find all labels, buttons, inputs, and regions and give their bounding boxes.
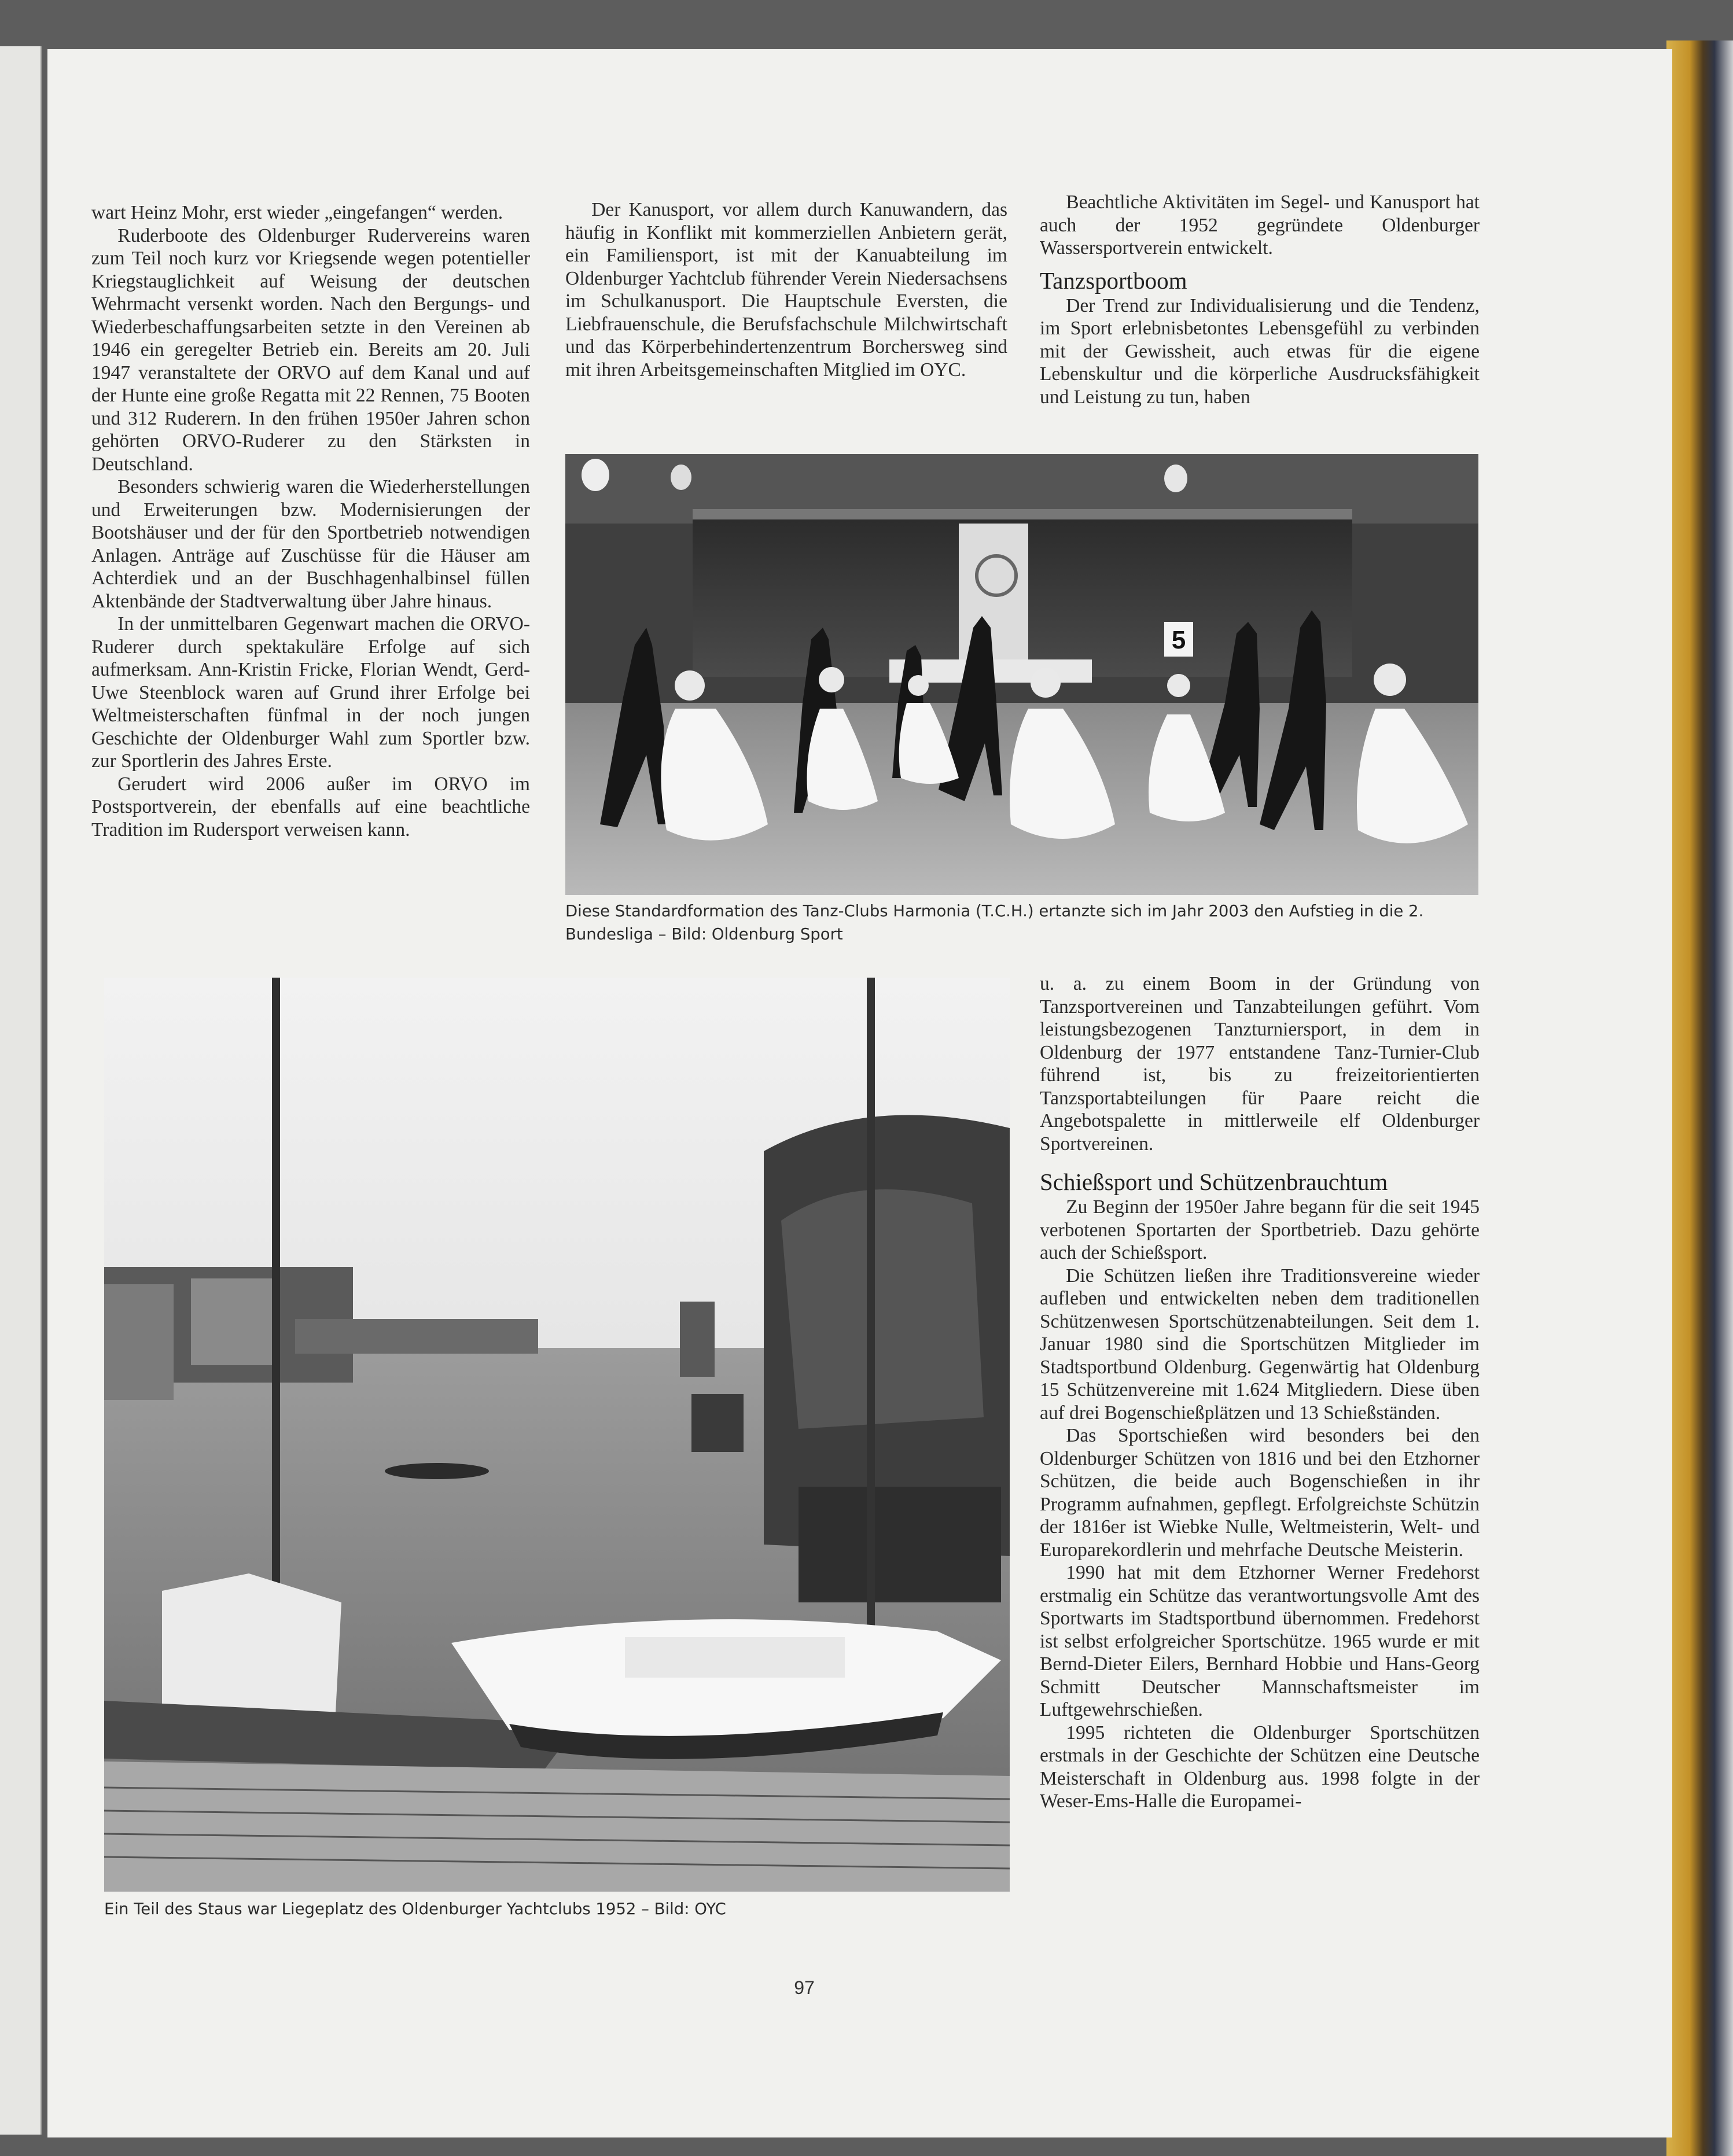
paragraph: In der unmittelbaren Gegenwart machen die ORVO-Ruderer durch spektakuläre Erfolge auf sich aufmerksam. Ann-Kristin Fricke, Florian Wendt, Gerd-Uwe Steenblock waren auf Grund ihrer Erfolge bei Weltmeisterschaften fünfmal in der noch jungen Geschichte der Oldenburger Wahl zum Sportler bzw. zur Sportlerin des Jahres Erste. bbox=[91, 613, 530, 772]
text-column-left bbox=[91, 201, 530, 841]
paragraph: wart Heinz Mohr, erst wieder „eingefangen“ werden. bbox=[91, 202, 503, 223]
photo-dance-formation bbox=[565, 454, 1478, 895]
text-column-middle bbox=[565, 198, 1007, 381]
section-heading-schiesssport: Schießsport und Schützenbrauchtum bbox=[1040, 1169, 1388, 1195]
caption-harbor-photo: Ein Teil des Staus war Liegeplatz des Oldenburger Yachtclubs 1952 – Bild: OYC bbox=[104, 1900, 726, 1918]
paragraph: Zu Beginn der 1950er Jahre begann für die seit 1945 verbotenen Sportarten der Sportbetrieb. Dazu gehörte auch der Schießsport. bbox=[1040, 1196, 1480, 1263]
harbor-photo-graphic bbox=[104, 978, 1010, 1892]
paragraph: Der Kanusport, vor allem durch Kanuwandern, das häufig in Konflikt mit kommerziellen Anbietern gerät, ein Familiensport, ist mit der Kanuabteilung im Oldenburger Yachtclub führender Verein Niedersachsens im Schulkanusport. Die Hauptschule Eversten, die Liebfrauenschule, die Berufsfachschule Milchwirtschaft und das Körperbehindertenzentrum Borchersweg sind mit ihren Arbeitsgemeinschaften Mitglied im OYC. bbox=[565, 199, 1007, 381]
section-heading-tanzsport: Tanzsportboom bbox=[1040, 267, 1187, 294]
text-column-right-top bbox=[1040, 191, 1480, 408]
paragraph: Der Trend zur Individualisierung und die Tendenz, im Sport erlebnisbetontes Lebensgefühl zu verbinden mit der Gewissheit, auch etwas für die eigene Lebenskultur und die körperliche Ausdrucksfähigkeit und Leistung zu tun, haben bbox=[1040, 294, 1480, 408]
paragraph: Beachtliche Aktivitäten im Segel- und Kanusport hat auch der 1952 gegründete Oldenburger Wassersportverein entwickelt. bbox=[1040, 191, 1480, 259]
book-cover-edge bbox=[1666, 40, 1733, 2156]
paragraph: Ruderboote des Oldenburger Rudervereins waren zum Teil noch kurz vor Kriegsende wegen potentieller Kriegstauglichkeit auf Weisung der deutschen Wehrmacht versenkt worden. Nach den Bergungs- und Wiederbeschaffungsarbeiten setzte in den Vereinen ab 1946 ein geregelter Betrieb ein. Bereits am 20. Juli 1947 veranstaltete der ORVO auf dem Kanal und auf der Hunte eine große Regatta mit 22 Rennen, 75 Booten und 312 Ruderern. In den frühen 1950er Jahren schon gehörten ORVO-Ruderer zu den Stärksten in Deutschland. bbox=[91, 224, 530, 475]
page-number: 97 bbox=[794, 1977, 815, 1998]
paragraph: Die Schützen ließen ihre Traditionsvereine wieder aufleben und entwickelten neben dem traditionellen Schützenwesen Sportschützenabteilungen. Seit dem 1. Januar 1980 sind die Sportschützen Mitglieder im Stadtsportbund Oldenburg. Gegenwärtig hat Oldenburg 15 Schützenvereine mit 1.624 Mitgliedern. Diese üben auf drei Bogenschießplätzen und 13 Schießständen. bbox=[1040, 1265, 1480, 1424]
left-page-edge bbox=[0, 46, 42, 2135]
paragraph: u. a. zu einem Boom in der Gründung von Tanzsportvereinen und Tanzabteilungen geführt. Vom leistungsbezogenen Tanzturniersport, in dem in Oldenburg der 1977 entstandene Tanz-Turnier-Club führend ist, bis zu freizeitorientierten Tanzsportabteilungen für Paare reicht die Angebotspalette in mittlerweile elf Oldenburger Sportvereinen. bbox=[1040, 973, 1480, 1155]
paragraph: Gerudert wird 2006 außer im ORVO im Postsportverein, der ebenfalls auf eine beachtliche Tradition im Rudersport verweisen kann. bbox=[91, 773, 530, 841]
photo-harbor-1952 bbox=[104, 978, 1010, 1892]
paragraph: Besonders schwierig waren die Wiederherstellungen und Erweiterungen bzw. Modernisierungen der Bootshäuser und der für den Sportbetrieb notwendigen Anlagen. Anträge auf Zuschüsse für die Häuser am Achterdiek und an der Buschhagenhalbinsel füllen Aktenbände der Stadtverwaltung über Jahre hinaus. bbox=[91, 476, 530, 612]
caption-dance-photo: Diese Standardformation des Tanz-Clubs Harmonia (T.C.H.) ertanzte sich im Jahr 2003 den Aufstieg in die 2. Bundesliga – Bild: Oldenburg Sport bbox=[565, 902, 1424, 944]
text-column-right-bottom bbox=[1040, 972, 1480, 1813]
paragraph: Das Sportschießen wird besonders bei den Oldenburger Schützen von 1816 und bei den Etzhorner Schützen, die beide auch Bogenschießen in ihr Programm aufnahmen, gepflegt. Erfolgreichste Schützin der 1816er ist Wiebke Nulle, Weltmeisterin, Welt- und Europarekordlerin und mehrfache Deutsche Meisterin. bbox=[1040, 1425, 1480, 1561]
dance-photo-graphic bbox=[565, 454, 1478, 895]
paragraph: 1990 hat mit dem Etzhorner Werner Fredehorst erstmalig ein Schütze das verantwortungsvolle Amt des Sportwarts im Stadtsportbund übernommen. Fredehorst ist selbst erfolgreicher Sportschütze. 1965 wurde er mit Bernd-Dieter Eilers, Bernhard Hobbie und Hans-Georg Schmitt Deutscher Mannschaftsmeister im Luftgewehrschießen. bbox=[1040, 1562, 1480, 1720]
paragraph: 1995 richteten die Oldenburger Sportschützen erstmals in der Geschichte der Schützen eine Deutsche Meisterschaft in Oldenburg aus. 1998 folgte in der Weser-Ems-Halle die Europamei- bbox=[1040, 1722, 1480, 1812]
start-number-sign: 5 bbox=[1171, 626, 1186, 654]
